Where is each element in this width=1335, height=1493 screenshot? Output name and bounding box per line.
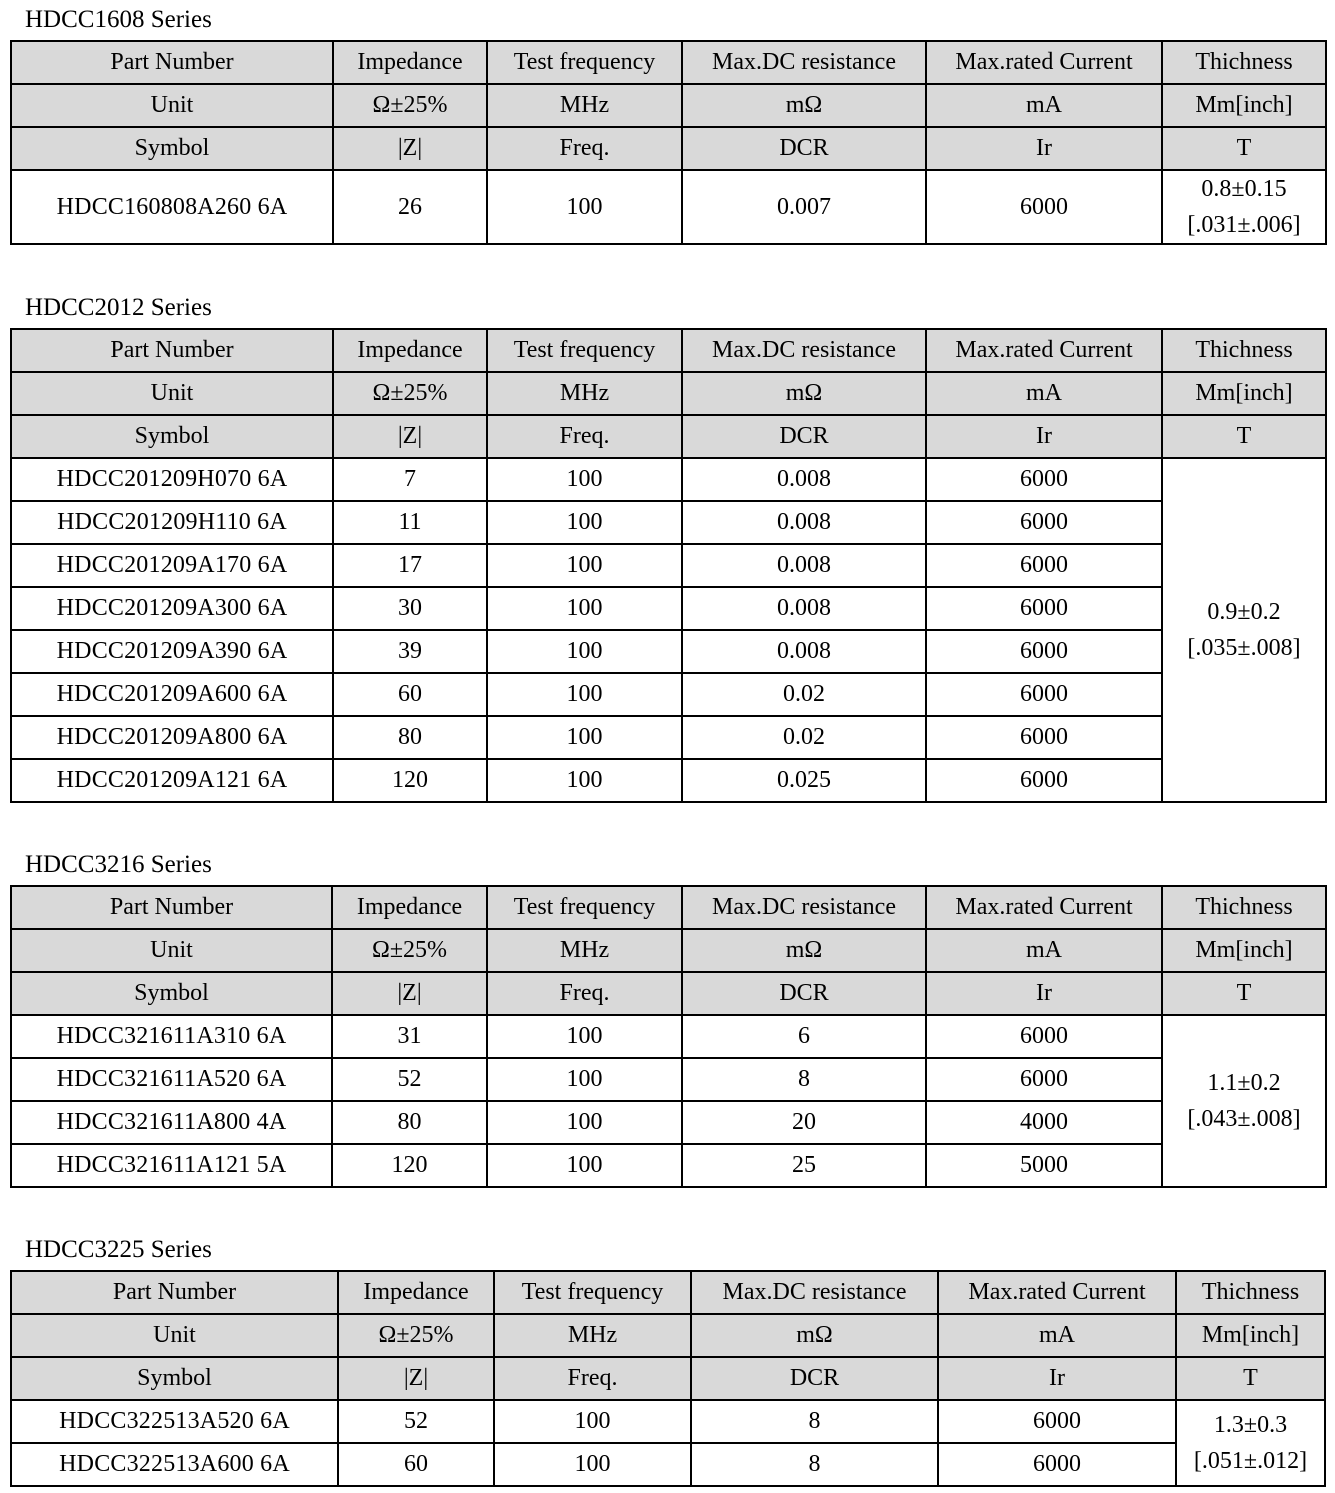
cell-impedance: 60 — [333, 673, 487, 716]
table-row — [11, 587, 1326, 630]
header-cell-dcr: Max.DC resistance — [682, 41, 926, 84]
header-cell-thickness: Mm[inch] — [1176, 1314, 1325, 1357]
header-cell-dcr: DCR — [682, 972, 926, 1015]
table-row — [11, 673, 1326, 716]
header-cell-test-frequency: Freq. — [487, 415, 682, 458]
cell-part-number: HDCC201209A800 6A — [11, 716, 333, 759]
table-row — [11, 630, 1326, 673]
cell-test-frequency: 100 — [494, 1400, 691, 1443]
cell-impedance: 7 — [333, 458, 487, 501]
header-cell-test-frequency: Freq. — [494, 1357, 691, 1400]
header-cell-impedance: Ω±25% — [332, 929, 487, 972]
cell-current: 6000 — [926, 673, 1162, 716]
header-cell-current: mA — [926, 929, 1162, 972]
cell-test-frequency: 100 — [487, 458, 682, 501]
header-cell-test-frequency: MHz — [487, 84, 682, 127]
spec-table — [10, 885, 1327, 1188]
header-cell-current: Ir — [938, 1357, 1176, 1400]
header-cell-thickness: T — [1162, 972, 1326, 1015]
cell-test-frequency: 100 — [487, 587, 682, 630]
header-cell-thickness: Thichness — [1162, 41, 1326, 84]
header-cell-thickness: Mm[inch] — [1162, 929, 1326, 972]
cell-dcr: 20 — [682, 1101, 926, 1144]
thickness-mm: 0.8±0.15 — [1201, 176, 1287, 202]
table-row — [11, 458, 1326, 501]
cell-impedance: 120 — [332, 1144, 487, 1187]
header-cell-impedance: |Z| — [332, 972, 487, 1015]
cell-current: 6000 — [926, 587, 1162, 630]
spec-table — [10, 40, 1327, 245]
cell-impedance: 120 — [333, 759, 487, 802]
header-cell-test-frequency: MHz — [487, 372, 682, 415]
series-title: HDCC1608 Series — [25, 6, 212, 33]
series-title: HDCC3225 Series — [25, 1236, 212, 1263]
header-cell-dcr: DCR — [682, 127, 926, 170]
header-cell-impedance: Ω±25% — [333, 372, 487, 415]
header-cell-current: Max.rated Current — [926, 41, 1162, 84]
header-cell-part-number: Part Number — [11, 1271, 338, 1314]
cell-dcr: 0.008 — [682, 458, 926, 501]
cell-part-number: HDCC201209H110 6A — [11, 501, 333, 544]
thickness-inch: [.043±.008] — [1187, 1106, 1301, 1132]
table-row — [11, 1400, 1325, 1443]
header-cell-part-number: Part Number — [11, 329, 333, 372]
header-cell-current: mA — [938, 1314, 1176, 1357]
cell-part-number: HDCC322513A520 6A — [11, 1400, 338, 1443]
cell-current: 6000 — [926, 1058, 1162, 1101]
cell-test-frequency: 100 — [494, 1443, 691, 1486]
table-row — [11, 1443, 1325, 1486]
symbol-row — [11, 1357, 1325, 1400]
header-cell-impedance: Impedance — [332, 886, 487, 929]
cell-current: 6000 — [926, 170, 1162, 244]
table-row — [11, 759, 1326, 802]
cell-dcr: 0.008 — [682, 501, 926, 544]
header-cell-part-number: Symbol — [11, 127, 333, 170]
cell-dcr: 8 — [691, 1400, 938, 1443]
header-cell-test-frequency: MHz — [487, 929, 682, 972]
cell-dcr: 0.007 — [682, 170, 926, 244]
cell-thickness — [1162, 458, 1326, 802]
header-cell-impedance: Ω±25% — [333, 84, 487, 127]
cell-test-frequency: 100 — [487, 1144, 682, 1187]
header-cell-impedance: Impedance — [338, 1271, 494, 1314]
header-cell-current: Ir — [926, 415, 1162, 458]
thickness-mm: 0.9±0.2 — [1207, 599, 1281, 625]
series-title: HDCC3216 Series — [25, 851, 212, 878]
cell-current: 6000 — [926, 716, 1162, 759]
cell-dcr: 8 — [682, 1058, 926, 1101]
header-cell-test-frequency: Freq. — [487, 972, 682, 1015]
cell-current: 6000 — [926, 458, 1162, 501]
header-cell-thickness: Thichness — [1176, 1271, 1325, 1314]
table-row — [11, 716, 1326, 759]
header-cell-test-frequency: Freq. — [487, 127, 682, 170]
header-cell-part-number: Symbol — [11, 1357, 338, 1400]
header-cell-dcr: Max.DC resistance — [682, 329, 926, 372]
cell-part-number: HDCC201209A170 6A — [11, 544, 333, 587]
header-row — [11, 41, 1326, 84]
cell-dcr: 0.008 — [682, 587, 926, 630]
header-cell-test-frequency: Test frequency — [487, 886, 682, 929]
cell-impedance: 11 — [333, 501, 487, 544]
cell-part-number: HDCC321611A310 6A — [11, 1015, 332, 1058]
header-cell-current: mA — [926, 84, 1162, 127]
header-row — [11, 1271, 1325, 1314]
spec-table — [10, 328, 1327, 803]
cell-impedance: 39 — [333, 630, 487, 673]
table-row — [11, 1101, 1326, 1144]
header-cell-thickness: Mm[inch] — [1162, 84, 1326, 127]
table-row — [11, 170, 1326, 244]
cell-part-number: HDCC201209A390 6A — [11, 630, 333, 673]
header-cell-impedance: |Z| — [333, 415, 487, 458]
header-cell-dcr: mΩ — [682, 929, 926, 972]
header-cell-impedance: Impedance — [333, 41, 487, 84]
cell-current: 6000 — [938, 1443, 1176, 1486]
table-row — [11, 1144, 1326, 1187]
header-cell-thickness: T — [1176, 1357, 1325, 1400]
header-cell-dcr: DCR — [682, 415, 926, 458]
header-cell-thickness: Thichness — [1162, 329, 1326, 372]
header-cell-current: mA — [926, 372, 1162, 415]
header-cell-impedance: Ω±25% — [338, 1314, 494, 1357]
table-row — [11, 501, 1326, 544]
table-row — [11, 544, 1326, 587]
cell-dcr: 0.02 — [682, 716, 926, 759]
header-cell-test-frequency: MHz — [494, 1314, 691, 1357]
header-cell-part-number: Part Number — [11, 41, 333, 84]
header-cell-part-number: Unit — [11, 372, 333, 415]
cell-impedance: 52 — [332, 1058, 487, 1101]
cell-test-frequency: 100 — [487, 673, 682, 716]
cell-current: 6000 — [926, 544, 1162, 587]
cell-thickness — [1162, 170, 1326, 244]
thickness-inch: [.035±.008] — [1187, 635, 1301, 661]
header-cell-part-number: Unit — [11, 1314, 338, 1357]
cell-dcr: 0.008 — [682, 630, 926, 673]
cell-test-frequency: 100 — [487, 170, 682, 244]
cell-test-frequency: 100 — [487, 544, 682, 587]
cell-test-frequency: 100 — [487, 501, 682, 544]
header-cell-dcr: Max.DC resistance — [691, 1271, 938, 1314]
header-cell-dcr: mΩ — [682, 84, 926, 127]
header-cell-dcr: mΩ — [691, 1314, 938, 1357]
header-cell-dcr: mΩ — [682, 372, 926, 415]
cell-current: 6000 — [926, 501, 1162, 544]
cell-thickness — [1162, 1015, 1326, 1187]
cell-dcr: 0.02 — [682, 673, 926, 716]
header-cell-current: Max.rated Current — [938, 1271, 1176, 1314]
cell-part-number: HDCC321611A800 4A — [11, 1101, 332, 1144]
cell-test-frequency: 100 — [487, 1015, 682, 1058]
symbol-row — [11, 127, 1326, 170]
header-cell-current: Ir — [926, 127, 1162, 170]
spec-table — [10, 1270, 1326, 1487]
cell-current: 4000 — [926, 1101, 1162, 1144]
series-title: HDCC2012 Series — [25, 294, 212, 321]
cell-part-number: HDCC201209H070 6A — [11, 458, 333, 501]
header-cell-dcr: DCR — [691, 1357, 938, 1400]
cell-part-number: HDCC160808A260 6A — [11, 170, 333, 244]
unit-row — [11, 372, 1326, 415]
header-cell-part-number: Part Number — [11, 886, 332, 929]
cell-test-frequency: 100 — [487, 630, 682, 673]
cell-part-number: HDCC321611A121 5A — [11, 1144, 332, 1187]
header-cell-thickness: Thichness — [1162, 886, 1326, 929]
header-cell-dcr: Max.DC resistance — [682, 886, 926, 929]
cell-current: 6000 — [938, 1400, 1176, 1443]
cell-dcr: 0.008 — [682, 544, 926, 587]
table-row — [11, 1058, 1326, 1101]
header-cell-part-number: Symbol — [11, 415, 333, 458]
cell-dcr: 0.025 — [682, 759, 926, 802]
header-cell-impedance: |Z| — [333, 127, 487, 170]
unit-row — [11, 1314, 1325, 1357]
header-cell-current: Max.rated Current — [926, 886, 1162, 929]
cell-impedance: 26 — [333, 170, 487, 244]
cell-impedance: 60 — [338, 1443, 494, 1486]
header-cell-test-frequency: Test frequency — [487, 329, 682, 372]
symbol-row — [11, 415, 1326, 458]
cell-part-number: HDCC201209A300 6A — [11, 587, 333, 630]
cell-part-number: HDCC321611A520 6A — [11, 1058, 332, 1101]
header-cell-part-number: Unit — [11, 84, 333, 127]
thickness-inch: [.051±.012] — [1193, 1448, 1308, 1474]
symbol-row — [11, 972, 1326, 1015]
thickness-inch: [.031±.006] — [1187, 212, 1301, 238]
header-cell-thickness: Mm[inch] — [1162, 372, 1326, 415]
header-cell-current: Ir — [926, 972, 1162, 1015]
header-cell-impedance: |Z| — [338, 1357, 494, 1400]
cell-current: 6000 — [926, 630, 1162, 673]
header-cell-part-number: Unit — [11, 929, 332, 972]
header-cell-impedance: Impedance — [333, 329, 487, 372]
cell-thickness — [1176, 1400, 1325, 1486]
header-cell-thickness: T — [1162, 415, 1326, 458]
thickness-mm: 1.1±0.2 — [1207, 1070, 1281, 1096]
cell-impedance: 80 — [332, 1101, 487, 1144]
cell-current: 5000 — [926, 1144, 1162, 1187]
cell-impedance: 17 — [333, 544, 487, 587]
header-cell-current: Max.rated Current — [926, 329, 1162, 372]
thickness-mm: 1.3±0.3 — [1213, 1412, 1288, 1438]
cell-impedance: 80 — [333, 716, 487, 759]
cell-part-number: HDCC322513A600 6A — [11, 1443, 338, 1486]
cell-dcr: 8 — [691, 1443, 938, 1486]
header-cell-part-number: Symbol — [11, 972, 332, 1015]
cell-current: 6000 — [926, 759, 1162, 802]
cell-impedance: 31 — [332, 1015, 487, 1058]
header-cell-thickness: T — [1162, 127, 1326, 170]
header-cell-test-frequency: Test frequency — [494, 1271, 691, 1314]
cell-test-frequency: 100 — [487, 716, 682, 759]
cell-test-frequency: 100 — [487, 1058, 682, 1101]
header-row — [11, 886, 1326, 929]
cell-test-frequency: 100 — [487, 1101, 682, 1144]
header-row — [11, 329, 1326, 372]
header-cell-test-frequency: Test frequency — [487, 41, 682, 84]
unit-row — [11, 84, 1326, 127]
cell-test-frequency: 100 — [487, 759, 682, 802]
table-row — [11, 1015, 1326, 1058]
cell-dcr: 25 — [682, 1144, 926, 1187]
cell-impedance: 52 — [338, 1400, 494, 1443]
cell-dcr: 6 — [682, 1015, 926, 1058]
cell-impedance: 30 — [333, 587, 487, 630]
cell-part-number: HDCC201209A121 6A — [11, 759, 333, 802]
cell-current: 6000 — [926, 1015, 1162, 1058]
unit-row — [11, 929, 1326, 972]
cell-part-number: HDCC201209A600 6A — [11, 673, 333, 716]
